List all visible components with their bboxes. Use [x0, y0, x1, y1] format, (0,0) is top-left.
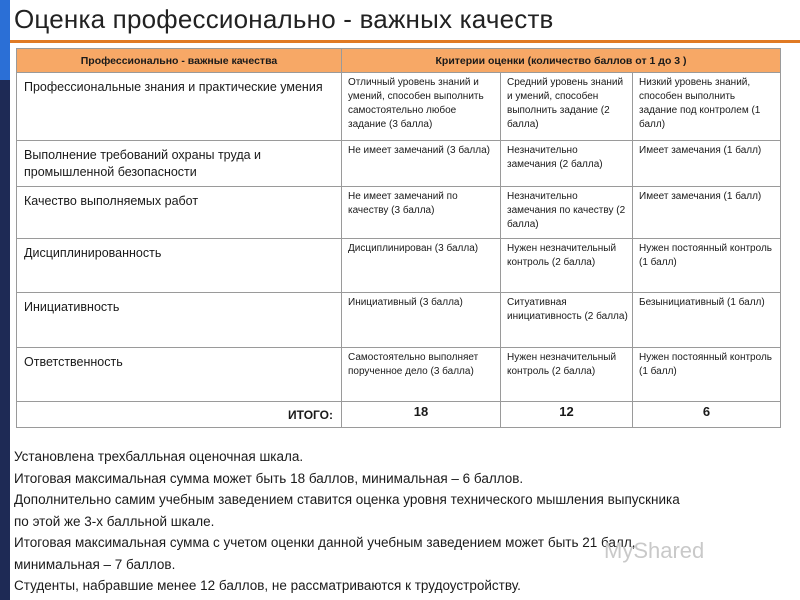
- criteria-2-cell: Нужен незначительный контроль (2 балла): [501, 239, 633, 293]
- criteria-2-cell: Незначительно замечания (2 балла): [501, 141, 633, 187]
- criteria-1-cell: Безынициативный (1 балл): [633, 293, 781, 348]
- note-line: Дополнительно самим учебным заведением ставится оценка уровня технического мышления выпускника: [14, 492, 680, 507]
- criteria-3-cell: Не имеет замечаний по качеству (3 балла): [342, 187, 501, 239]
- criteria-3-cell: Инициативный (3 балла): [342, 293, 501, 348]
- quality-cell: Ответственность: [17, 348, 342, 402]
- table-header-row: [17, 49, 781, 73]
- evaluation-table: [16, 48, 781, 428]
- note-line: Установлена трехбалльная оценочная шкала.: [14, 449, 304, 464]
- criteria-1-cell: Имеет замечания (1 балл): [633, 141, 781, 187]
- slide-side-bar-accent: [0, 0, 10, 80]
- notes-block: [14, 446, 784, 597]
- table-row: [17, 293, 781, 348]
- table-row: [17, 187, 781, 239]
- slide-side-bar: [0, 0, 10, 600]
- slide-title: Оценка профессионально - важных качеств: [14, 4, 554, 34]
- criteria-1-cell: Нужен постоянный контроль (1 балл): [633, 239, 781, 293]
- note-line: Итоговая максимальная сумма с учетом оценки данной учебным заведением может быть 21 балл,: [14, 535, 636, 550]
- criteria-3-cell: Отличный уровень знаний и умений, способен выполнить самостоятельно любое задание (3 балла): [342, 73, 501, 141]
- note-line: по этой же 3-х балльной шкале.: [14, 513, 215, 529]
- criteria-2-cell: Незначительно замечания по качеству (2 балла): [501, 187, 633, 239]
- criteria-1-cell: Нужен постоянный контроль (1 балл): [633, 348, 781, 402]
- criteria-1-cell: Низкий уровень знаний, способен выполнить задание под контролем (1 балл): [633, 73, 781, 141]
- criteria-3-cell: Не имеет замечаний (3 балла): [342, 141, 501, 187]
- quality-cell: Выполнение требований охраны труда и промышленной безопасности: [17, 141, 342, 187]
- note-line: Студенты, набравшие менее 12 баллов, не рассматриваются к трудоустройству.: [14, 578, 521, 593]
- total-label: ИТОГО:: [17, 402, 342, 428]
- watermark-logo: MyShared: [604, 538, 705, 563]
- total-3-value: 18: [342, 402, 501, 428]
- quality-cell: Инициативность: [17, 293, 342, 348]
- header-quality: Профессионально - важные качества: [17, 49, 342, 73]
- note-line: минимальная – 7 баллов.: [14, 556, 176, 572]
- quality-cell: Качество выполняемых работ: [17, 187, 342, 239]
- table-row: [17, 141, 781, 187]
- table-row: [17, 239, 781, 293]
- total-1-value: 6: [633, 402, 781, 428]
- title-underline: [10, 40, 800, 43]
- criteria-2-cell: Нужен незначительный контроль (2 балла): [501, 348, 633, 402]
- table-row: [17, 348, 781, 402]
- total-row: [17, 402, 781, 428]
- table-row: [17, 73, 781, 141]
- total-2-value: 12: [501, 402, 633, 428]
- header-criteria: Критерии оценки (количество баллов от 1 до 3 ): [342, 49, 781, 73]
- criteria-2-cell: Ситуативная инициативность (2 балла): [501, 293, 633, 348]
- criteria-2-cell: Средний уровень знаний и умений, способен выполнить задание (2 балла): [501, 73, 633, 141]
- note-line: Итоговая максимальная сумма может быть 18 баллов, минимальная – 6 баллов.: [14, 470, 524, 486]
- criteria-3-cell: Дисциплинирован (3 балла): [342, 239, 501, 293]
- quality-cell: Дисциплинированность: [17, 239, 342, 293]
- criteria-3-cell: Самостоятельно выполняет порученное дело (3 балла): [342, 348, 501, 402]
- quality-cell: Профессиональные знания и практические умения: [17, 73, 342, 141]
- criteria-1-cell: Имеет замечания (1 балл): [633, 187, 781, 239]
